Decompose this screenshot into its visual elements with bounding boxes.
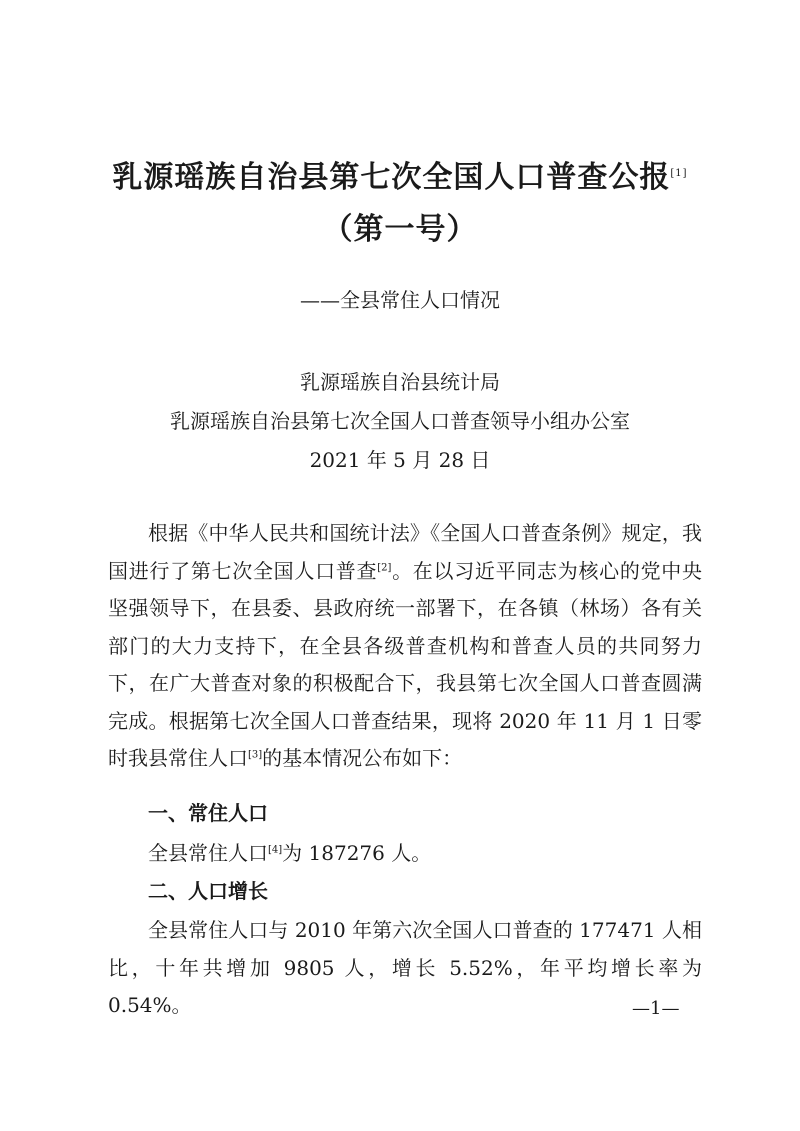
- bulletin-subtitle: ——全县常住人口情况: [300, 288, 500, 312]
- intro-text-part3: 的基本情况公布如下：: [262, 746, 463, 770]
- section-heading-resident-population: 一、常住人口: [148, 801, 268, 825]
- population-growth-paragraph: 全县常住人口与 2010 年第六次全国人口普查的 177471 人相比，十年共增加 9805 人，增长 5.52%，年平均增长率为 0.54%。: [108, 918, 702, 1017]
- page-number: —1—: [632, 998, 680, 1019]
- footnote-ref-4[interactable]: [4]: [268, 844, 283, 856]
- resident-population-paragraph: [108, 835, 702, 873]
- section-heading-population-growth: 二、人口增长: [148, 879, 268, 903]
- bulletin-title: [0, 152, 800, 196]
- bulletin-number: （第一号）: [322, 212, 478, 247]
- intro-paragraph: [108, 515, 702, 778]
- footnote-ref-2[interactable]: [2]: [377, 561, 392, 573]
- footnote-ref-3[interactable]: [3]: [248, 749, 263, 761]
- resident-population-text-part2: 为 187276 人。: [282, 841, 432, 865]
- intro-text-part2: 。在以习近平同志为核心的党中央坚强领导下，在县委、县政府统一部署下，在各镇（林场）各有关部门的大力支持下，在全县各级普查机构和普查人员的共同努力下，在广大普查对象的积极配合下，我县第七次全国人口普查圆满完成。根据第七次全国人口普查结果，现将 2020 年 11 月 1 日零时我县常住人口: [108, 558, 703, 770]
- bulletin-title-text: 乳源瑶族自治县第七次全国人口普查公报: [112, 160, 671, 195]
- issuer-census-office: 乳源瑶族自治县第七次全国人口普查领导小组办公室: [170, 409, 630, 433]
- issuer-statistics-bureau: 乳源瑶族自治县统计局: [300, 370, 500, 394]
- issue-date: 2021 年 5 月 28 日: [309, 448, 491, 472]
- footnote-ref-1[interactable]: [1]: [670, 168, 688, 179]
- intro-text-part1: 根据《中华人民共和国统计法》《全国人口普查条例》规定，我国进行了第七次全国人口普查: [108, 521, 702, 583]
- resident-population-text-part1: 全县常住人口: [148, 841, 268, 865]
